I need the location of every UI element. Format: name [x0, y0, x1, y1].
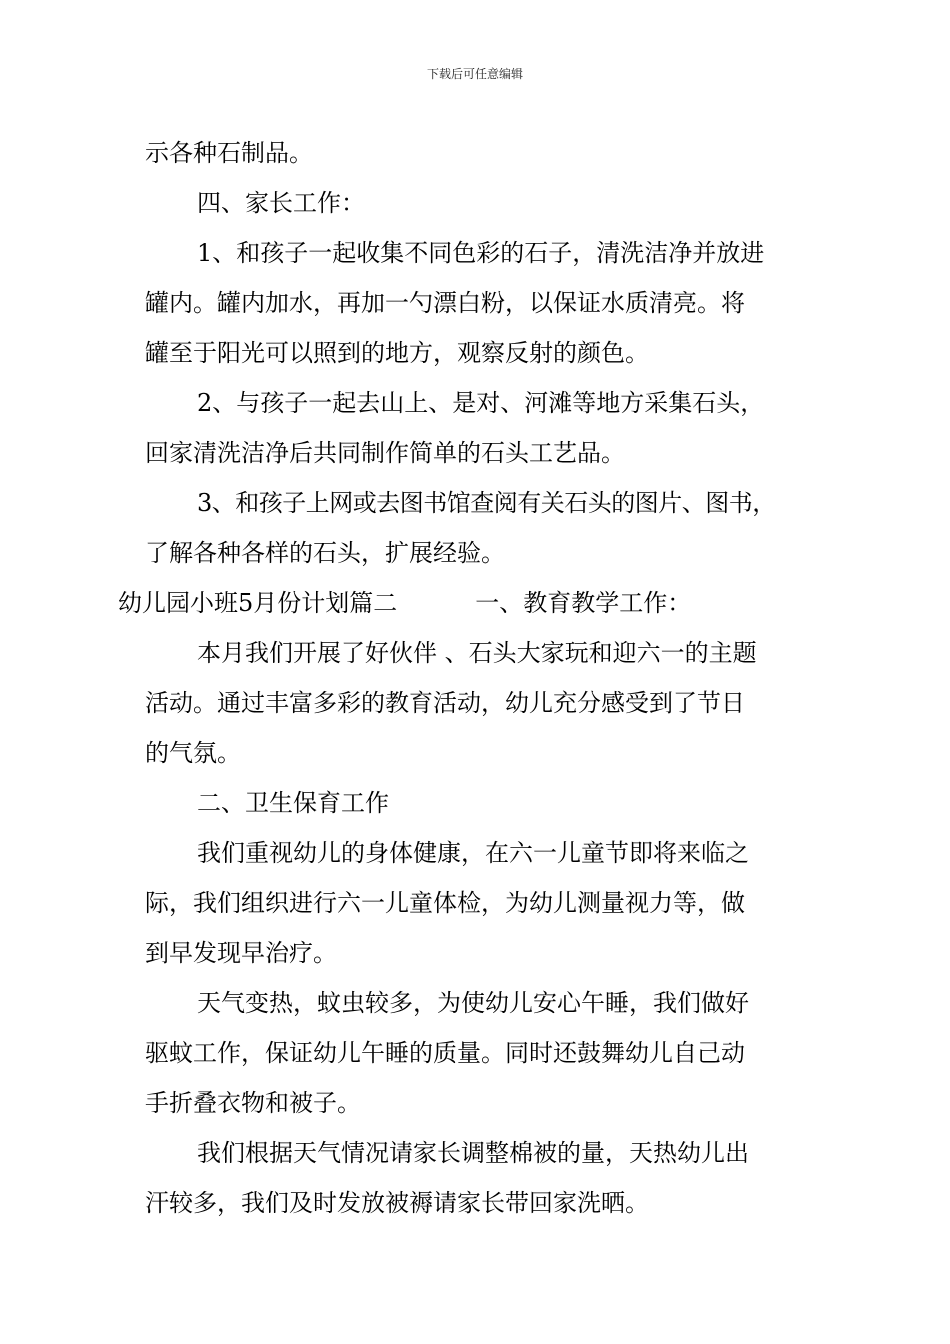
section-heading-teaching: 一、教育教学工作： — [475, 589, 692, 617]
paragraph-line: 际，我们组织进行六一儿童体检，为幼儿测量视力等，做 — [145, 889, 745, 917]
paragraph-line: 我们重视幼儿的身体健康，在六一儿童节即将来临之 — [197, 839, 749, 867]
paragraph-line: 的气氛。 — [145, 739, 241, 767]
paragraph-line: 天气变热，蚊虫较多，为使幼儿安心午睡，我们做好 — [197, 989, 749, 1017]
paragraph-line: 回家清洗洁净后共同制作简单的石头工艺品。 — [145, 439, 625, 467]
plan-title: 幼儿园小班5月份计划篇二 — [118, 589, 398, 617]
paragraph-line: 驱蚊工作，保证幼儿午睡的质量。同时还鼓舞幼儿自己动 — [145, 1039, 745, 1067]
section-heading-parent-work: 四、家长工作： — [197, 189, 365, 217]
paragraph-line: 1、和孩子一起收集不同色彩的石子，清洗洁净并放进 — [197, 239, 765, 267]
page-header: 下载后可任意编辑 — [426, 67, 523, 81]
paragraph-line: 到早发现早治疗。 — [145, 939, 337, 967]
paragraph-line: 罐至于阳光可以照到的地方，观察反射的颜色。 — [145, 339, 649, 367]
paragraph-line: 活动。通过丰富多彩的教育活动，幼儿充分感受到了节日 — [145, 689, 745, 717]
paragraph-line: 2、与孩子一起去山上、是对、河滩等地方采集石头， — [197, 389, 765, 417]
document-body — [118, 128, 825, 1228]
paragraph-line: 3、和孩子上网或去图书馆查阅有关石头的图片、图书， — [197, 489, 776, 517]
paragraph-line: 了解各种各样的石头，扩展经验。 — [145, 539, 505, 567]
paragraph-line: 手折叠衣物和被子。 — [145, 1089, 361, 1117]
paragraph-line: 罐内。罐内加水，再加一勺漂白粉，以保证水质清亮。将 — [145, 289, 745, 317]
section-heading-health-care: 二、卫生保育工作 — [197, 789, 389, 817]
paragraph-line: 本月我们开展了好伙伴 、石头大家玩和迎六一的主题 — [197, 639, 757, 667]
paragraph-line: 示各种石制品。 — [145, 139, 313, 167]
paragraph-line: 我们根据天气情况请家长调整棉被的量，天热幼儿出 — [197, 1139, 749, 1167]
paragraph-line: 汗较多，我们及时发放被褥请家长带回家洗晒。 — [145, 1189, 649, 1217]
plan-title-line — [118, 578, 825, 628]
